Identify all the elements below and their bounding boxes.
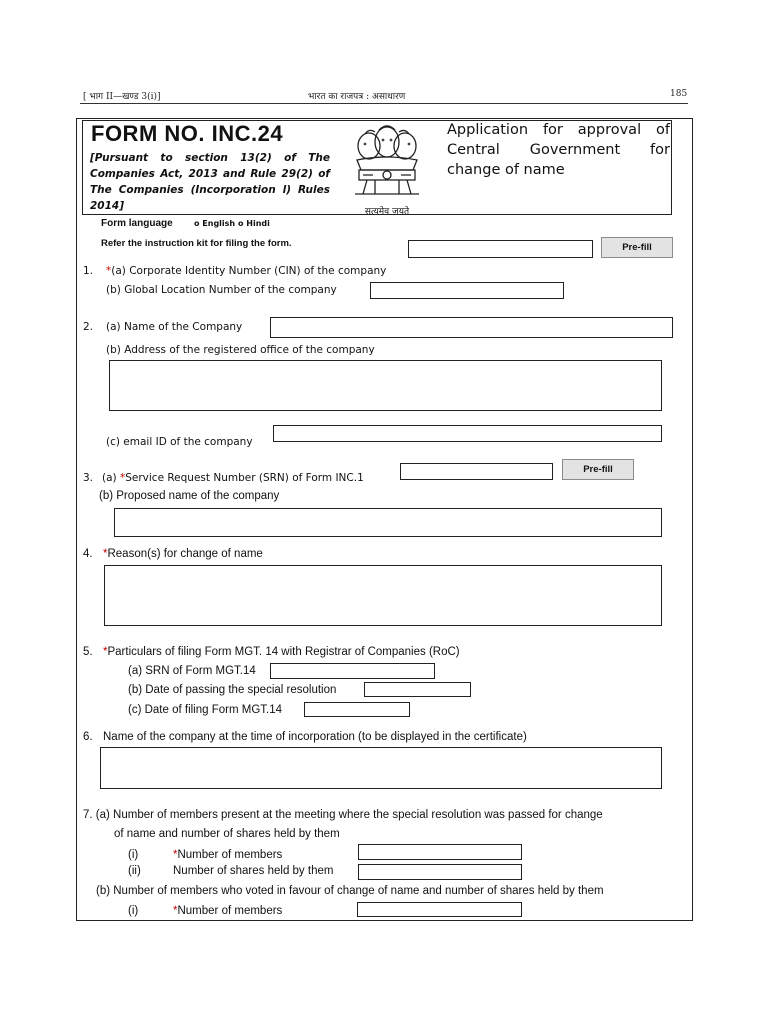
q1a-text: Corporate Identity Number (CIN) of the company — [129, 265, 387, 277]
q5-label — [103, 646, 460, 658]
q7b-i-number: (i) — [128, 905, 139, 917]
proposed-name-input[interactable] — [114, 508, 662, 537]
q7a-i-number: (i) — [128, 849, 139, 861]
emblem-motto: सत्यमेव जयते — [364, 207, 410, 217]
q7a-label-line1: 7. (a) Number of members present at the meeting where the special resolution was passed for change — [83, 809, 603, 821]
radio-english[interactable]: o English — [194, 219, 236, 228]
members-present-input[interactable] — [358, 844, 522, 860]
resolution-date-input[interactable] — [364, 682, 471, 697]
q2b-label: (b) Address of the registered office of the company — [106, 344, 375, 356]
q5-number: 5. — [83, 646, 93, 658]
q2a-label: (a) Name of the Company — [106, 321, 243, 333]
q5c-label: (c) Date of filing Form MGT.14 — [128, 704, 283, 716]
form-number: FORM NO. INC.24 — [91, 121, 284, 146]
instruction-text: Refer the instruction kit for filing the form. — [101, 238, 292, 249]
srn-prefill-button[interactable]: Pre-fill — [562, 459, 634, 480]
q7a-i-label — [173, 849, 282, 861]
q7a-ii-label: Number of shares held by them — [173, 865, 334, 877]
q4-label — [103, 548, 263, 560]
q7b-i-text: Number of members — [177, 905, 283, 917]
prefill-button[interactable]: Pre-fill — [601, 237, 673, 258]
page-number: 185 — [670, 89, 688, 99]
q7a-ii-number: (ii) — [128, 865, 141, 877]
q1b-label: (b) Global Location Number of the company — [106, 284, 337, 296]
incorporation-name-input[interactable] — [100, 747, 662, 789]
q5a-label: (a) SRN of Form MGT.14 — [128, 665, 256, 677]
gln-input[interactable] — [370, 282, 564, 299]
gazette-title: भारत का राजपत्र : असाधारण — [308, 92, 406, 102]
required-mark: * — [173, 905, 178, 917]
required-mark: * — [103, 548, 108, 560]
q5b-label: (b) Date of passing the special resolution — [128, 684, 337, 696]
srn-inc1-input[interactable] — [400, 463, 553, 480]
q4-text: Reason(s) for change of name — [107, 548, 263, 560]
q1a-prefix: (a) — [111, 265, 130, 277]
q5-text: Particulars of filing Form MGT. 14 with Registrar of Companies (RoC) — [107, 646, 460, 658]
q6-label: Name of the company at the time of incorporation (to be displayed in the certificate) — [103, 731, 527, 743]
q7b-i-label — [173, 905, 282, 917]
gazette-part: [ भाग II—खण्ड 3(i)] — [83, 92, 161, 102]
state-emblem — [337, 120, 437, 217]
prefill-cin-input[interactable] — [408, 240, 593, 258]
lion-capital-icon — [337, 120, 437, 200]
q3a-prefix: (a) — [102, 472, 120, 484]
shares-held-input[interactable] — [358, 864, 522, 880]
q3b-label: (b) Proposed name of the company — [99, 490, 280, 502]
q1-number: 1. — [83, 265, 94, 277]
pursuant-text: [Pursuant to section 13(2) of The Companies Act, 2013 and Rule 29(2) of The Companies (Incorporation l) Rules 2014] — [90, 152, 330, 212]
required-mark: * — [103, 646, 108, 658]
form-language-label: Form language — [101, 218, 173, 229]
q2-number: 2. — [83, 321, 94, 333]
email-input[interactable] — [273, 425, 662, 442]
q7b-label: (b) Number of members who voted in favour of change of name and number of shares held by them — [96, 885, 604, 897]
reason-input[interactable] — [104, 565, 662, 626]
q7a-i-text: Number of members — [177, 849, 283, 861]
srn-mgt14-input[interactable] — [270, 663, 435, 679]
q3-number: 3. — [83, 472, 94, 484]
mgt14-filing-date-input[interactable] — [304, 702, 410, 717]
required-mark: * — [119, 472, 126, 484]
q7a-label-line2: of name and number of shares held by them — [114, 828, 340, 840]
company-name-input[interactable] — [270, 317, 673, 338]
registered-office-address-input[interactable] — [109, 360, 662, 411]
radio-hindi[interactable]: o Hindi — [238, 219, 270, 228]
required-mark: * — [173, 849, 178, 861]
required-mark: * — [106, 265, 112, 277]
header-rule — [80, 103, 688, 104]
q4-number: 4. — [83, 548, 93, 560]
q2c-label: (c) email ID of the company — [106, 436, 253, 448]
q3a-text: Service Request Number (SRN) of Form INC.1 — [125, 472, 364, 484]
q1a-label — [106, 265, 386, 277]
application-title: Application for approval of Central Government for change of name — [447, 122, 670, 178]
q6-number: 6. — [83, 731, 93, 743]
q3a-label — [102, 472, 364, 484]
members-in-favour-input[interactable] — [357, 902, 522, 917]
